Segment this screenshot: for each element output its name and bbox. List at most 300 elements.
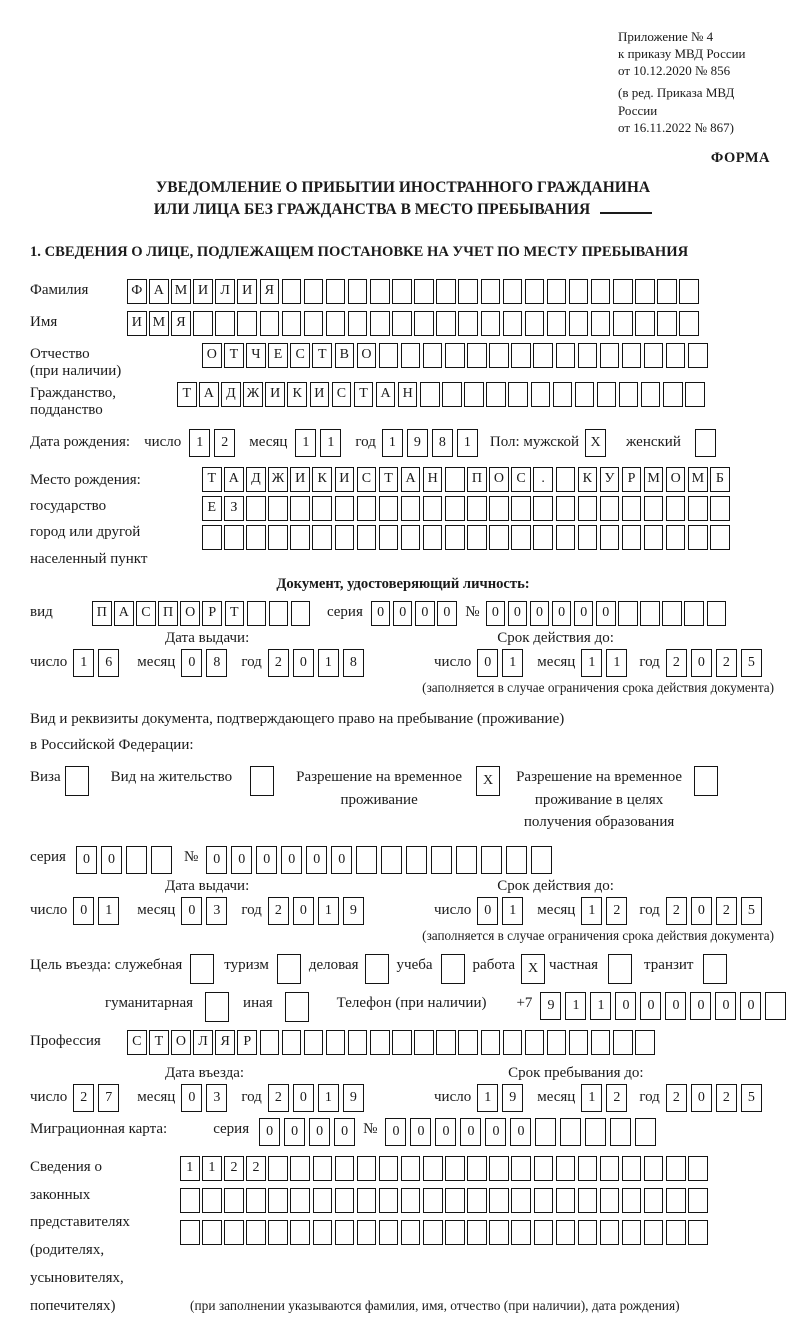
char-box[interactable]: 0 — [309, 1118, 330, 1146]
char-box[interactable] — [436, 279, 456, 304]
char-box[interactable]: 8 — [343, 649, 364, 677]
char-box[interactable] — [613, 279, 633, 304]
char-box[interactable] — [666, 1188, 686, 1213]
char-box[interactable] — [401, 496, 421, 521]
char-box[interactable] — [467, 1156, 487, 1181]
char-box[interactable] — [423, 343, 443, 368]
char-box[interactable] — [556, 343, 576, 368]
char-box[interactable]: 0 — [371, 601, 391, 626]
rvp-valid-year[interactable] — [666, 897, 766, 925]
char-box[interactable] — [547, 1030, 567, 1055]
char-box[interactable] — [392, 311, 412, 336]
birth-place-row1[interactable] — [202, 467, 732, 492]
char-box[interactable]: 0 — [385, 1118, 406, 1146]
doc-series-input[interactable] — [371, 601, 459, 626]
char-box[interactable] — [282, 279, 302, 304]
char-box[interactable] — [247, 601, 267, 626]
char-box[interactable]: 0 — [73, 897, 94, 925]
char-box[interactable] — [401, 1220, 421, 1245]
char-box[interactable] — [511, 1156, 531, 1181]
char-box[interactable] — [357, 496, 377, 521]
char-box[interactable]: О — [489, 467, 509, 492]
birth-place-row3[interactable] — [202, 525, 732, 550]
char-box[interactable] — [569, 1030, 589, 1055]
char-box[interactable] — [489, 1156, 509, 1181]
char-box[interactable] — [392, 279, 412, 304]
char-box[interactable]: 0 — [530, 601, 550, 626]
char-box[interactable]: 2 — [606, 897, 627, 925]
char-box[interactable]: 3 — [206, 897, 227, 925]
char-box[interactable]: С — [332, 382, 352, 407]
char-box[interactable]: У — [600, 467, 620, 492]
char-box[interactable]: 2 — [666, 897, 687, 925]
char-box[interactable]: 2 — [716, 1084, 737, 1112]
char-box[interactable] — [326, 1030, 346, 1055]
char-box[interactable]: 0 — [181, 1084, 202, 1112]
char-box[interactable]: 1 — [295, 429, 316, 457]
doc-issue-day[interactable] — [73, 649, 123, 677]
char-box[interactable] — [710, 525, 730, 550]
char-box[interactable] — [622, 1188, 642, 1213]
purpose-business-checkbox[interactable] — [365, 954, 389, 984]
char-box[interactable] — [610, 1118, 631, 1146]
char-box[interactable] — [246, 525, 266, 550]
char-box[interactable]: 2 — [268, 649, 289, 677]
title-blank-line[interactable] — [600, 200, 652, 214]
char-box[interactable]: И — [193, 279, 213, 304]
char-box[interactable] — [556, 1188, 576, 1213]
char-box[interactable]: 2 — [666, 649, 687, 677]
char-box[interactable] — [600, 496, 620, 521]
char-box[interactable] — [644, 496, 664, 521]
char-box[interactable] — [291, 601, 311, 626]
char-box[interactable]: Р — [622, 467, 642, 492]
char-box[interactable] — [578, 496, 598, 521]
char-box[interactable] — [688, 1220, 708, 1245]
char-box[interactable] — [290, 1220, 310, 1245]
char-box[interactable] — [65, 766, 89, 796]
char-box[interactable]: 0 — [256, 846, 277, 874]
char-box[interactable] — [442, 382, 462, 407]
char-box[interactable] — [224, 1220, 244, 1245]
char-box[interactable]: А — [199, 382, 219, 407]
char-box[interactable] — [613, 311, 633, 336]
char-box[interactable] — [423, 525, 443, 550]
char-box[interactable] — [481, 279, 501, 304]
char-box[interactable]: 0 — [640, 992, 661, 1020]
char-box[interactable]: 0 — [715, 992, 736, 1020]
char-box[interactable]: 9 — [407, 429, 428, 457]
entry-month[interactable] — [181, 1084, 231, 1112]
doc-valid-month[interactable] — [581, 649, 631, 677]
char-box[interactable]: 0 — [435, 1118, 456, 1146]
char-box[interactable]: 8 — [432, 429, 453, 457]
char-box[interactable] — [575, 382, 595, 407]
char-box[interactable] — [533, 343, 553, 368]
char-box[interactable] — [506, 846, 527, 874]
purpose-private-checkbox[interactable] — [608, 954, 632, 984]
char-box[interactable] — [260, 1030, 280, 1055]
char-box[interactable]: 1 — [318, 1084, 339, 1112]
char-box[interactable] — [489, 1188, 509, 1213]
stay-day[interactable] — [477, 1084, 527, 1112]
char-box[interactable] — [277, 954, 301, 984]
char-box[interactable] — [688, 1188, 708, 1213]
char-box[interactable]: 0 — [552, 601, 572, 626]
birth-year-input[interactable] — [382, 429, 482, 457]
char-box[interactable]: И — [237, 279, 257, 304]
char-box[interactable]: 9 — [343, 897, 364, 925]
char-box[interactable] — [685, 382, 705, 407]
char-box[interactable] — [467, 525, 487, 550]
char-box[interactable]: С — [127, 1030, 147, 1055]
char-box[interactable] — [357, 1220, 377, 1245]
char-box[interactable]: И — [290, 467, 310, 492]
char-box[interactable] — [379, 343, 399, 368]
char-box[interactable]: 0 — [331, 846, 352, 874]
purpose-study-checkbox[interactable] — [441, 954, 465, 984]
rvp-number-input[interactable] — [206, 846, 556, 874]
char-box[interactable]: 0 — [508, 601, 528, 626]
char-box[interactable] — [481, 846, 502, 874]
char-box[interactable]: 0 — [691, 897, 712, 925]
char-box[interactable] — [458, 1030, 478, 1055]
char-box[interactable] — [392, 1030, 412, 1055]
char-box[interactable]: 1 — [606, 649, 627, 677]
doc-issue-year[interactable] — [268, 649, 368, 677]
char-box[interactable] — [445, 1220, 465, 1245]
char-box[interactable]: 2 — [214, 429, 235, 457]
char-box[interactable]: Т — [225, 601, 245, 626]
char-box[interactable] — [441, 954, 465, 984]
char-box[interactable] — [688, 343, 708, 368]
char-box[interactable] — [556, 1220, 576, 1245]
char-box[interactable] — [666, 1156, 686, 1181]
char-box[interactable] — [489, 343, 509, 368]
representatives-row2[interactable] — [180, 1188, 710, 1213]
char-box[interactable] — [202, 1220, 222, 1245]
char-box[interactable]: 7 — [98, 1084, 119, 1112]
rvp-issue-day[interactable] — [73, 897, 123, 925]
char-box[interactable] — [268, 525, 288, 550]
char-box[interactable] — [556, 467, 576, 492]
char-box[interactable]: 0 — [485, 1118, 506, 1146]
char-box[interactable]: 5 — [741, 649, 762, 677]
purpose-other-checkbox[interactable] — [285, 992, 309, 1022]
char-box[interactable] — [663, 382, 683, 407]
char-box[interactable] — [534, 1156, 554, 1181]
char-box[interactable]: О — [171, 1030, 191, 1055]
birth-month-input[interactable] — [295, 429, 345, 457]
char-box[interactable] — [635, 1118, 656, 1146]
char-box[interactable] — [379, 525, 399, 550]
char-box[interactable] — [401, 1188, 421, 1213]
char-box[interactable]: 0 — [101, 846, 122, 874]
char-box[interactable]: А — [114, 601, 134, 626]
char-box[interactable] — [765, 992, 786, 1020]
char-box[interactable] — [370, 279, 390, 304]
char-box[interactable] — [445, 343, 465, 368]
char-box[interactable]: 1 — [320, 429, 341, 457]
char-box[interactable]: 5 — [741, 1084, 762, 1112]
char-box[interactable] — [622, 343, 642, 368]
char-box[interactable]: И — [335, 467, 355, 492]
char-box[interactable] — [290, 1156, 310, 1181]
char-box[interactable] — [641, 382, 661, 407]
char-box[interactable]: 0 — [293, 649, 314, 677]
char-box[interactable] — [666, 496, 686, 521]
char-box[interactable]: 1 — [502, 649, 523, 677]
char-box[interactable] — [370, 1030, 390, 1055]
char-box[interactable] — [313, 1188, 333, 1213]
char-box[interactable] — [285, 992, 309, 1022]
rvp-issue-month[interactable] — [181, 897, 231, 925]
char-box[interactable]: 0 — [293, 1084, 314, 1112]
rvp-valid-month[interactable] — [581, 897, 631, 925]
char-box[interactable] — [556, 525, 576, 550]
char-box[interactable] — [269, 601, 289, 626]
char-box[interactable] — [268, 1220, 288, 1245]
char-box[interactable] — [379, 1220, 399, 1245]
char-box[interactable] — [547, 279, 567, 304]
char-box[interactable]: С — [290, 343, 310, 368]
char-box[interactable] — [348, 279, 368, 304]
char-box[interactable]: И — [265, 382, 285, 407]
char-box[interactable] — [458, 279, 478, 304]
char-box[interactable]: X — [476, 766, 500, 796]
char-box[interactable]: 1 — [202, 1156, 222, 1181]
char-box[interactable] — [644, 1220, 664, 1245]
char-box[interactable] — [431, 846, 452, 874]
char-box[interactable]: 0 — [477, 649, 498, 677]
char-box[interactable] — [190, 954, 214, 984]
char-box[interactable]: 0 — [393, 601, 413, 626]
char-box[interactable] — [556, 1156, 576, 1181]
doc-valid-year[interactable] — [666, 649, 766, 677]
char-box[interactable] — [370, 311, 390, 336]
char-box[interactable] — [445, 525, 465, 550]
char-box[interactable] — [591, 279, 611, 304]
purpose-humanitarian-checkbox[interactable] — [205, 992, 229, 1022]
char-box[interactable] — [597, 382, 617, 407]
char-box[interactable]: Т — [312, 343, 332, 368]
char-box[interactable] — [688, 496, 708, 521]
char-box[interactable] — [710, 496, 730, 521]
char-box[interactable] — [503, 279, 523, 304]
given-name-input[interactable] — [127, 311, 701, 336]
char-box[interactable] — [246, 1188, 266, 1213]
char-box[interactable]: А — [401, 467, 421, 492]
char-box[interactable]: П — [158, 601, 178, 626]
char-box[interactable] — [553, 382, 573, 407]
doc-number-input[interactable] — [486, 601, 729, 626]
char-box[interactable] — [578, 343, 598, 368]
char-box[interactable] — [640, 601, 660, 626]
char-box[interactable]: Б — [710, 467, 730, 492]
char-box[interactable]: 0 — [486, 601, 506, 626]
char-box[interactable] — [202, 525, 222, 550]
char-box[interactable] — [531, 846, 552, 874]
char-box[interactable] — [401, 343, 421, 368]
char-box[interactable]: Т — [379, 467, 399, 492]
char-box[interactable] — [619, 382, 639, 407]
char-box[interactable] — [436, 1030, 456, 1055]
char-box[interactable] — [585, 1118, 606, 1146]
char-box[interactable] — [600, 343, 620, 368]
doc-valid-day[interactable] — [477, 649, 527, 677]
char-box[interactable] — [534, 1220, 554, 1245]
char-box[interactable]: 2 — [268, 897, 289, 925]
char-box[interactable] — [304, 279, 324, 304]
char-box[interactable] — [622, 1220, 642, 1245]
char-box[interactable] — [282, 1030, 302, 1055]
char-box[interactable] — [180, 1188, 200, 1213]
char-box[interactable] — [591, 311, 611, 336]
char-box[interactable] — [600, 1156, 620, 1181]
char-box[interactable] — [445, 1188, 465, 1213]
char-box[interactable] — [357, 1156, 377, 1181]
char-box[interactable] — [635, 279, 655, 304]
char-box[interactable] — [202, 1188, 222, 1213]
char-box[interactable]: 9 — [540, 992, 561, 1020]
char-box[interactable]: Т — [354, 382, 374, 407]
rvp-valid-day[interactable] — [477, 897, 527, 925]
char-box[interactable] — [420, 382, 440, 407]
char-box[interactable] — [486, 382, 506, 407]
char-box[interactable] — [613, 1030, 633, 1055]
representatives-row3[interactable] — [180, 1220, 710, 1245]
char-box[interactable]: 2 — [666, 1084, 687, 1112]
char-box[interactable] — [215, 311, 235, 336]
mc-number-input[interactable] — [385, 1118, 660, 1146]
char-box[interactable] — [489, 496, 509, 521]
char-box[interactable] — [666, 343, 686, 368]
char-box[interactable] — [326, 279, 346, 304]
char-box[interactable] — [423, 1156, 443, 1181]
char-box[interactable] — [379, 1188, 399, 1213]
char-box[interactable]: М — [149, 311, 169, 336]
char-box[interactable] — [467, 496, 487, 521]
char-box[interactable] — [401, 525, 421, 550]
char-box[interactable] — [335, 496, 355, 521]
char-box[interactable]: 2 — [716, 649, 737, 677]
char-box[interactable]: 3 — [206, 1084, 227, 1112]
purpose-work-checkbox[interactable] — [521, 954, 545, 984]
char-box[interactable] — [335, 1188, 355, 1213]
purpose-tourism-checkbox[interactable] — [277, 954, 301, 984]
char-box[interactable]: X — [585, 429, 606, 457]
char-box[interactable] — [703, 954, 727, 984]
char-box[interactable]: Р — [202, 601, 222, 626]
char-box[interactable] — [356, 846, 377, 874]
char-box[interactable] — [503, 1030, 523, 1055]
char-box[interactable]: 2 — [224, 1156, 244, 1181]
char-box[interactable]: П — [92, 601, 112, 626]
char-box[interactable] — [467, 1220, 487, 1245]
char-box[interactable]: 2 — [246, 1156, 266, 1181]
char-box[interactable] — [365, 954, 389, 984]
char-box[interactable]: 1 — [318, 649, 339, 677]
char-box[interactable]: 0 — [259, 1118, 280, 1146]
char-box[interactable]: 0 — [293, 897, 314, 925]
char-box[interactable]: Я — [215, 1030, 235, 1055]
char-box[interactable]: 2 — [606, 1084, 627, 1112]
stay-month[interactable] — [581, 1084, 631, 1112]
char-box[interactable] — [445, 496, 465, 521]
char-box[interactable]: О — [357, 343, 377, 368]
char-box[interactable]: 1 — [565, 992, 586, 1020]
char-box[interactable]: М — [688, 467, 708, 492]
temp-permit-edu-checkbox[interactable] — [694, 766, 718, 796]
char-box[interactable] — [260, 311, 280, 336]
char-box[interactable] — [622, 496, 642, 521]
char-box[interactable] — [662, 601, 682, 626]
char-box[interactable]: Е — [268, 343, 288, 368]
char-box[interactable] — [635, 311, 655, 336]
char-box[interactable]: 5 — [741, 897, 762, 925]
char-box[interactable]: 0 — [691, 1084, 712, 1112]
char-box[interactable]: Д — [221, 382, 241, 407]
purpose-transit-checkbox[interactable] — [703, 954, 727, 984]
char-box[interactable] — [531, 382, 551, 407]
sex-male-checkbox[interactable] — [585, 429, 610, 457]
char-box[interactable] — [511, 1220, 531, 1245]
char-box[interactable]: 0 — [306, 846, 327, 874]
char-box[interactable]: П — [467, 467, 487, 492]
char-box[interactable]: 1 — [590, 992, 611, 1020]
char-box[interactable] — [458, 311, 478, 336]
char-box[interactable] — [622, 1156, 642, 1181]
char-box[interactable] — [304, 1030, 324, 1055]
char-box[interactable]: С — [511, 467, 531, 492]
char-box[interactable] — [481, 311, 501, 336]
char-box[interactable] — [312, 525, 332, 550]
char-box[interactable] — [379, 1156, 399, 1181]
char-box[interactable]: 2 — [268, 1084, 289, 1112]
char-box[interactable] — [423, 1188, 443, 1213]
char-box[interactable]: Т — [177, 382, 197, 407]
char-box[interactable] — [246, 496, 266, 521]
char-box[interactable] — [688, 525, 708, 550]
char-box[interactable]: В — [335, 343, 355, 368]
char-box[interactable]: 1 — [581, 1084, 602, 1112]
char-box[interactable] — [401, 1156, 421, 1181]
char-box[interactable] — [348, 1030, 368, 1055]
char-box[interactable] — [533, 525, 553, 550]
char-box[interactable] — [694, 766, 718, 796]
char-box[interactable] — [525, 1030, 545, 1055]
char-box[interactable] — [414, 279, 434, 304]
char-box[interactable]: Р — [237, 1030, 257, 1055]
char-box[interactable] — [151, 846, 172, 874]
char-box[interactable] — [326, 311, 346, 336]
char-box[interactable]: 0 — [410, 1118, 431, 1146]
char-box[interactable]: Л — [193, 1030, 213, 1055]
char-box[interactable] — [644, 1156, 664, 1181]
birth-day-input[interactable] — [189, 429, 239, 457]
char-box[interactable] — [224, 525, 244, 550]
char-box[interactable]: Д — [246, 467, 266, 492]
char-box[interactable]: 0 — [181, 649, 202, 677]
char-box[interactable] — [357, 1188, 377, 1213]
char-box[interactable] — [600, 1220, 620, 1245]
char-box[interactable] — [335, 1156, 355, 1181]
char-box[interactable]: 1 — [581, 649, 602, 677]
char-box[interactable]: 1 — [189, 429, 210, 457]
char-box[interactable]: . — [533, 467, 553, 492]
char-box[interactable] — [534, 1188, 554, 1213]
char-box[interactable]: О — [202, 343, 222, 368]
